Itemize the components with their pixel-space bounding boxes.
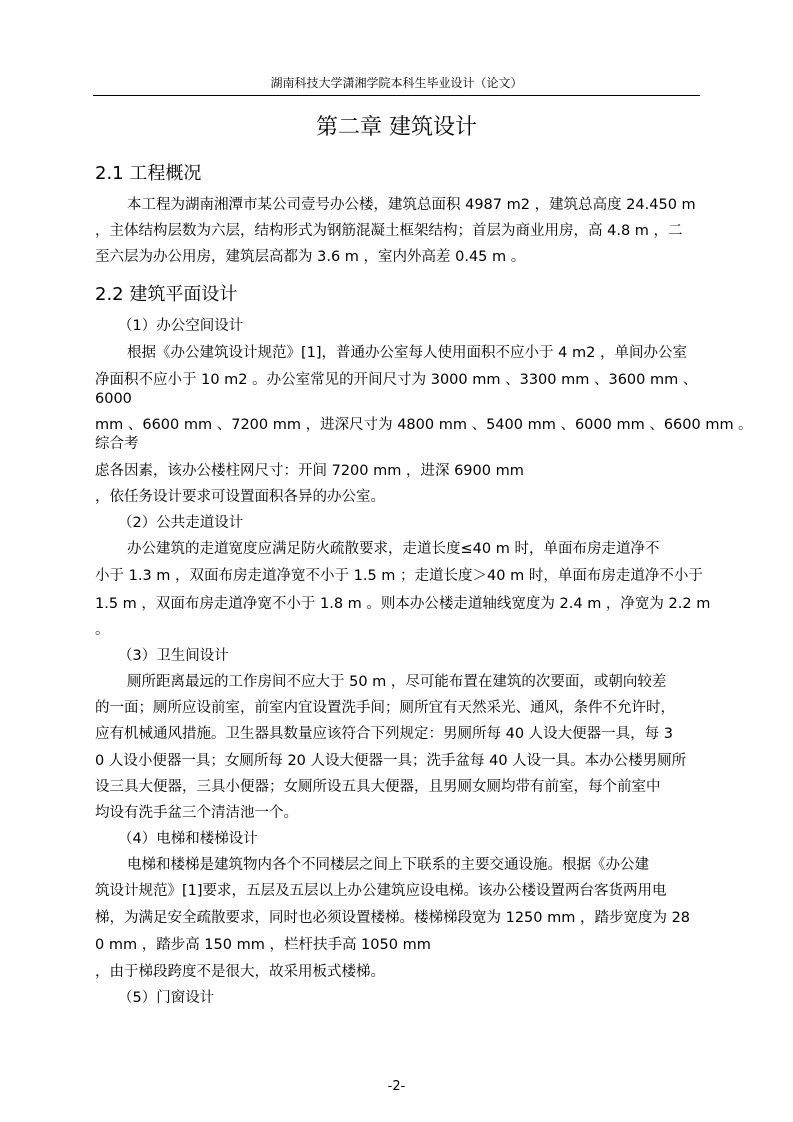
paragraph-line: 均设有洗手盆三个清洁池一个。 xyxy=(95,805,298,821)
subsection-title-windows: （5）门窗设计 xyxy=(118,990,215,1006)
header-rule xyxy=(93,95,700,96)
subsection-title-stairs: （4）电梯和楼梯设计 xyxy=(118,831,258,847)
chapter-title: 第二章 建筑设计 xyxy=(316,115,477,140)
paragraph-line: ，主体结构层数为六层，结构形式为钢筋混凝土框架结构；首层为商业用房，高 4.8 m ，二 xyxy=(95,223,683,239)
paragraph-line: ，依任务设计要求可设置面积各异的办公室。 xyxy=(95,489,385,505)
paragraph-line: 电梯和楼梯是建筑物内各个不同楼层之间上下联系的主要交通设施。根据《办公建 xyxy=(127,857,649,873)
paragraph-line: 净面积不应小于 10 m2 。办公室常见的开间尺寸为 3000 mm 、3300 mm 、3600 mm 、 xyxy=(95,372,698,388)
paragraph-line: 虑各因素，该办公楼柱网尺寸：开间 7200 mm ，进深 6900 mm xyxy=(95,463,524,479)
paragraph-line: 。 xyxy=(95,622,110,638)
paragraph-line: 的一面；厕所应设前室，前室内宜设置洗手间；厕所宜有天然采光、通风，条件不允许时， xyxy=(95,700,675,716)
paragraph-line: 0 人设小便器一具；女厕所每 20 人设大便器一具；洗手盆每 40 人设一具。本办公楼男厕所 xyxy=(95,753,687,769)
subsection-title-corridor: （2）公共走道设计 xyxy=(118,515,244,531)
section-heading-2-2: 2.2 建筑平面设计 xyxy=(95,284,238,305)
paragraph-line: 筑设计规范》[1]要求，五层及五层以上办公建筑应设电梯。该办公楼设置两台客货两用电 xyxy=(95,883,667,899)
subsection-title-office: （1）办公空间设计 xyxy=(118,318,244,334)
paragraph-line: 设三具大便器，三具小便器；女厕所设五具大便器，且男厕女厕均带有前室，每个前室中 xyxy=(95,779,661,795)
section-heading-2-1: 2.1 工程概况 xyxy=(95,163,202,184)
paragraph-line: 1.5 m ，双面布房走道净宽不小于 1.8 m 。则本办公楼走道轴线宽度为 2.4 m ，净宽为 2.2 m xyxy=(95,596,711,612)
paragraph-line: mm 、6600 mm 、7200 mm ，进深尺寸为 4800 mm 、5400 mm 、6000 mm 、6600 mm 。 xyxy=(95,417,753,433)
paragraph-line: ，由于梯段跨度不是很大，故采用板式楼梯。 xyxy=(95,964,385,980)
subsection-title-toilet: （3）卫生间设计 xyxy=(118,648,229,664)
paragraph-line: 应有机械通风措施。卫生器具数量应该符合下列规定：男厕所每 40 人设大便器一具，每 3 xyxy=(95,726,673,742)
paragraph-line: 6000 xyxy=(95,391,132,407)
paragraph-line: 梯，为满足安全疏散要求，同时也必须设置楼梯。楼梯梯段宽为 1250 mm ，踏步宽度为 28 xyxy=(95,910,691,926)
paragraph-line: 本工程为湖南湘潭市某公司壹号办公楼，建筑总面积 4987 m2 ，建筑总高度 24.450 m xyxy=(127,197,696,213)
paragraph-line: 小于 1.3 m ，双面布房走道净宽不小于 1.5 m ；走道长度＞40 m 时，单面布房走道净不小于 xyxy=(95,568,703,584)
page-number: -2- xyxy=(387,1079,406,1094)
paragraph-line: 办公建筑的走道宽度应满足防火疏散要求，走道长度≤40 m 时，单面布房走道净不 xyxy=(127,541,660,557)
paragraph-line: 综合考 xyxy=(95,436,139,452)
paragraph-line: 0 mm ，踏步高 150 mm ，栏杆扶手高 1050 mm xyxy=(95,937,431,953)
paragraph-line: 根据《办公建筑设计规范》[1]，普通办公室每人使用面积不应小于 4 m2 ，单间办公室 xyxy=(127,345,687,361)
paragraph-line: 厕所距离最远的工作房间不应大于 50 m ，尽可能布置在建筑的次要面，或朝向较差 xyxy=(127,674,667,690)
page-header: 湖南科技大学潇湘学院本科生毕业设计（论文） xyxy=(270,76,523,90)
paragraph-line: 至六层为办公用房，建筑层高都为 3.6 m ，室内外高差 0.45 m 。 xyxy=(95,249,526,265)
